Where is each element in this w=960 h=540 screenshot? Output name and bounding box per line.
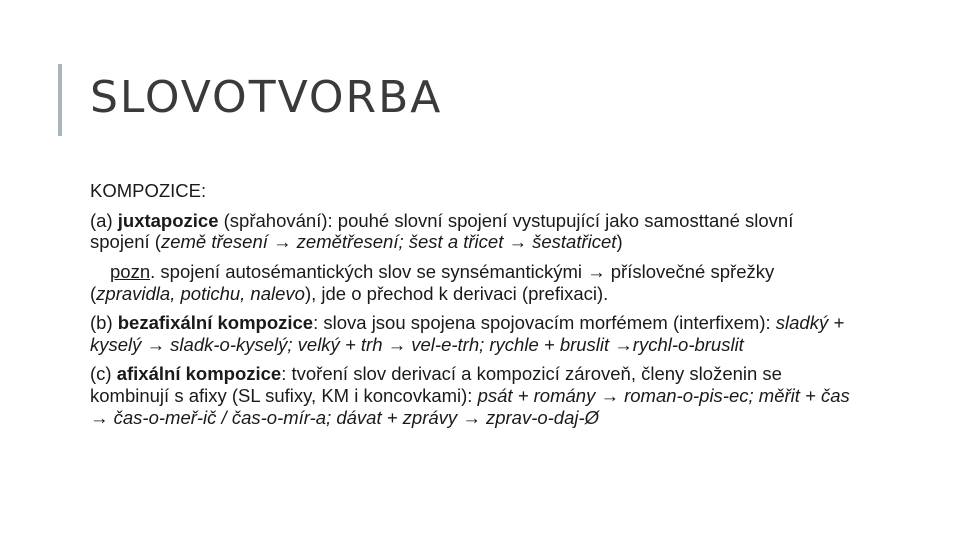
paragraph-text: (spřahování): pouhé slovní spojení vystupující jako samosttané slovní spojení (: [90, 209, 794, 253]
paragraph-text: ): [616, 231, 623, 253]
paragraph-note: [90, 261, 850, 304]
section-heading: KOMPOZICE:: [90, 180, 207, 201]
example-text: psát + romány → roman-o-pis-ec; měřit + čas → čas-o-meř-ič / čas-o-mír-a; dávat + zprávy → zprav-o-daj-Ø: [90, 385, 850, 428]
paragraph-prefix: (a): [90, 209, 118, 231]
slide-body: [90, 180, 850, 436]
paragraph-prefix: (b): [90, 312, 118, 334]
example-text: země třesení → zemětřesení; šest a třicet → šestatřicet: [160, 231, 617, 253]
term-bezafixalni: bezafixální kompozice: [117, 312, 314, 334]
term-juxtapozice: juxtapozice: [117, 209, 219, 231]
paragraph-text: : slova jsou spojena spojovacím morfémem (interfixem):: [313, 312, 776, 334]
note-text: ), jde o přechod k derivaci (prefixaci).: [304, 282, 609, 304]
title-accent-bar: [58, 64, 62, 136]
note-examples: zpravidla, potichu, nalevo: [96, 282, 305, 304]
note-text: . spojení autosémantických slov se synsémantickými → příslovečné spřežky (: [90, 260, 775, 304]
paragraph-bezafixalni: [90, 312, 850, 355]
note-label: pozn: [110, 260, 151, 282]
term-afixalni: afixální kompozice: [116, 363, 282, 385]
paragraph-juxtapozice: [90, 210, 850, 253]
paragraph-afixalni: [90, 363, 850, 428]
paragraph-prefix: (c): [90, 363, 117, 385]
slide-title: SLOVOTVORBA: [90, 72, 443, 123]
example-text: sladký + kyselý → sladk-o-kyselý; velký + trh → vel-e-trh; rychle + bruslit →rychl-o-bruslit: [90, 312, 845, 355]
paragraph-text: : tvoření slov derivací a kompozicí zároveň, členy složenin se kombinují s afixy (SL sufixy, KM i koncovkami):: [90, 363, 782, 407]
